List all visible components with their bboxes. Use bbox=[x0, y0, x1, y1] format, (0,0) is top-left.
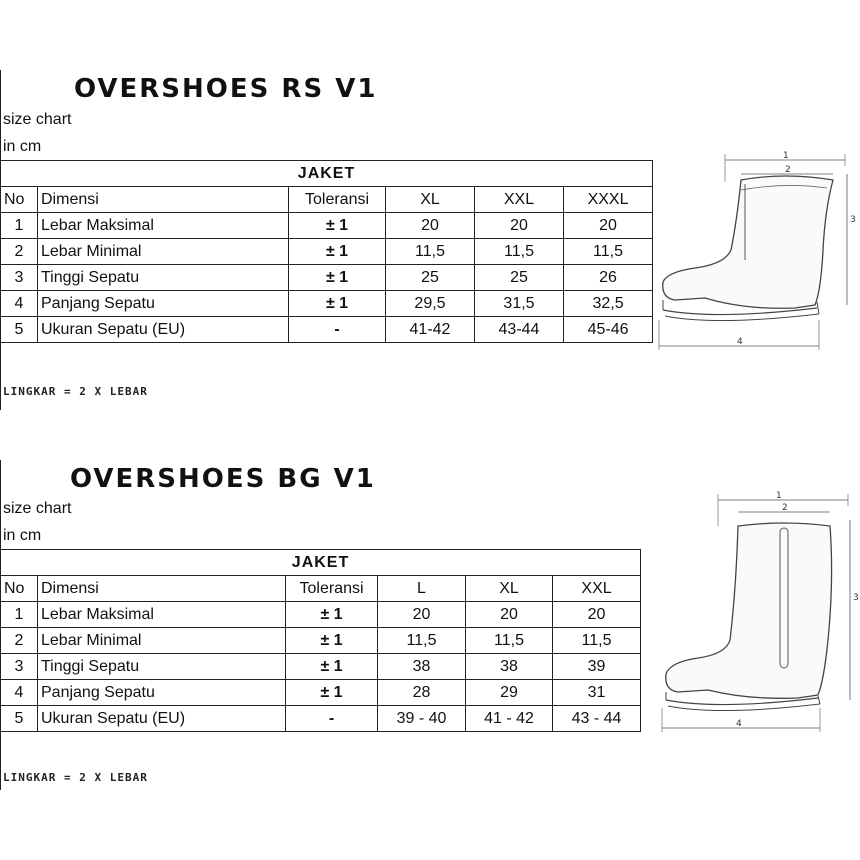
row-number: 2 bbox=[1, 628, 38, 654]
row-value: 39 - 40 bbox=[378, 706, 466, 732]
row-value: 11,5 bbox=[475, 239, 564, 265]
dimension-label-3: 3 bbox=[853, 593, 859, 603]
subtitle-size-chart: size chart bbox=[3, 500, 72, 517]
row-number: 4 bbox=[1, 680, 38, 706]
table-row bbox=[1, 654, 641, 680]
row-dimension: Ukuran Sepatu (EU) bbox=[38, 317, 289, 343]
row-tolerance: - bbox=[289, 317, 386, 343]
row-tolerance: - bbox=[286, 706, 378, 732]
page-title: OVERSHOES RS V1 bbox=[74, 74, 378, 104]
table-row bbox=[1, 265, 653, 291]
row-tolerance: ± 1 bbox=[289, 239, 386, 265]
row-number: 1 bbox=[1, 213, 38, 239]
row-value: 31,5 bbox=[475, 291, 564, 317]
subtitle-unit: in cm bbox=[3, 527, 42, 544]
row-value: 31 bbox=[553, 680, 641, 706]
row-number: 5 bbox=[1, 706, 38, 732]
row-value: 11,5 bbox=[386, 239, 475, 265]
dimension-label-1: 1 bbox=[783, 151, 789, 161]
page-title: OVERSHOES BG V1 bbox=[70, 464, 376, 494]
column-header-size: XXL bbox=[475, 187, 564, 213]
row-dimension: Lebar Minimal bbox=[38, 239, 289, 265]
table-row bbox=[1, 680, 641, 706]
row-tolerance: ± 1 bbox=[286, 602, 378, 628]
row-value: 38 bbox=[466, 654, 553, 680]
row-value: 25 bbox=[386, 265, 475, 291]
size-table bbox=[0, 160, 653, 343]
row-dimension: Panjang Sepatu bbox=[38, 680, 286, 706]
table-row bbox=[1, 602, 641, 628]
row-value: 20 bbox=[466, 602, 553, 628]
row-value: 29 bbox=[466, 680, 553, 706]
table-header-jaket: JAKET bbox=[1, 161, 653, 187]
dimension-label-3: 3 bbox=[850, 215, 856, 225]
column-header-size: L bbox=[378, 576, 466, 602]
column-header-toleransi: Toleransi bbox=[286, 576, 378, 602]
row-tolerance: ± 1 bbox=[289, 291, 386, 317]
row-number: 5 bbox=[1, 317, 38, 343]
table-row bbox=[1, 213, 653, 239]
table-row bbox=[1, 317, 653, 343]
row-value: 20 bbox=[386, 213, 475, 239]
row-tolerance: ± 1 bbox=[289, 213, 386, 239]
column-header-size: XXL bbox=[553, 576, 641, 602]
row-value: 41-42 bbox=[386, 317, 475, 343]
row-dimension: Lebar Maksimal bbox=[38, 602, 286, 628]
row-value: 41 - 42 bbox=[466, 706, 553, 732]
row-dimension: Tinggi Sepatu bbox=[38, 654, 286, 680]
dimension-label-4: 4 bbox=[736, 719, 742, 729]
row-value: 20 bbox=[475, 213, 564, 239]
column-header-toleransi: Toleransi bbox=[289, 187, 386, 213]
dimension-label-2: 2 bbox=[785, 165, 791, 175]
row-tolerance: ± 1 bbox=[286, 680, 378, 706]
row-dimension: Tinggi Sepatu bbox=[38, 265, 289, 291]
row-dimension: Panjang Sepatu bbox=[38, 291, 289, 317]
row-value: 20 bbox=[378, 602, 466, 628]
table-header-jaket: JAKET bbox=[1, 550, 641, 576]
table-row bbox=[1, 239, 653, 265]
dimension-label-2: 2 bbox=[782, 503, 788, 513]
column-header-dimensi: Dimensi bbox=[38, 576, 286, 602]
row-number: 3 bbox=[1, 265, 38, 291]
table-row bbox=[1, 291, 653, 317]
column-header-no: No bbox=[1, 576, 38, 602]
row-value: 29,5 bbox=[386, 291, 475, 317]
row-value: 43-44 bbox=[475, 317, 564, 343]
row-tolerance: ± 1 bbox=[286, 628, 378, 654]
row-dimension: Ukuran Sepatu (EU) bbox=[38, 706, 286, 732]
circumference-note: LINGKAR = 2 X LEBAR bbox=[3, 771, 148, 784]
column-header-size: XL bbox=[386, 187, 475, 213]
row-dimension: Lebar Maksimal bbox=[38, 213, 289, 239]
row-value: 28 bbox=[378, 680, 466, 706]
column-header-no: No bbox=[1, 187, 38, 213]
row-dimension: Lebar Minimal bbox=[38, 628, 286, 654]
short-boot-diagram bbox=[655, 150, 855, 360]
circumference-note: LINGKAR = 2 X LEBAR bbox=[3, 385, 148, 398]
row-value: 26 bbox=[564, 265, 653, 291]
size-table bbox=[0, 549, 641, 732]
boot-outline bbox=[666, 523, 832, 698]
row-number: 3 bbox=[1, 654, 38, 680]
table-row bbox=[1, 628, 641, 654]
row-tolerance: ± 1 bbox=[289, 265, 386, 291]
row-tolerance: ± 1 bbox=[286, 654, 378, 680]
boot-outline bbox=[663, 176, 833, 308]
row-value: 11,5 bbox=[378, 628, 466, 654]
column-header-dimensi: Dimensi bbox=[38, 187, 289, 213]
dimension-label-4: 4 bbox=[737, 337, 743, 347]
row-number: 1 bbox=[1, 602, 38, 628]
column-header-size: XL bbox=[466, 576, 553, 602]
row-value: 32,5 bbox=[564, 291, 653, 317]
subtitle-unit: in cm bbox=[3, 138, 42, 155]
row-value: 11,5 bbox=[564, 239, 653, 265]
row-value: 11,5 bbox=[466, 628, 553, 654]
row-value: 39 bbox=[553, 654, 641, 680]
subtitle-size-chart: size chart bbox=[3, 111, 72, 128]
row-number: 2 bbox=[1, 239, 38, 265]
row-value: 11,5 bbox=[553, 628, 641, 654]
table-row bbox=[1, 706, 641, 732]
row-number: 4 bbox=[1, 291, 38, 317]
row-value: 20 bbox=[553, 602, 641, 628]
row-value: 43 - 44 bbox=[553, 706, 641, 732]
row-value: 45-46 bbox=[564, 317, 653, 343]
row-value: 38 bbox=[378, 654, 466, 680]
column-header-size: XXXL bbox=[564, 187, 653, 213]
row-value: 20 bbox=[564, 213, 653, 239]
size-chart-section-bg bbox=[0, 440, 860, 860]
tall-boot-diagram bbox=[658, 490, 858, 740]
dimension-label-1: 1 bbox=[776, 491, 782, 501]
row-value: 25 bbox=[475, 265, 564, 291]
